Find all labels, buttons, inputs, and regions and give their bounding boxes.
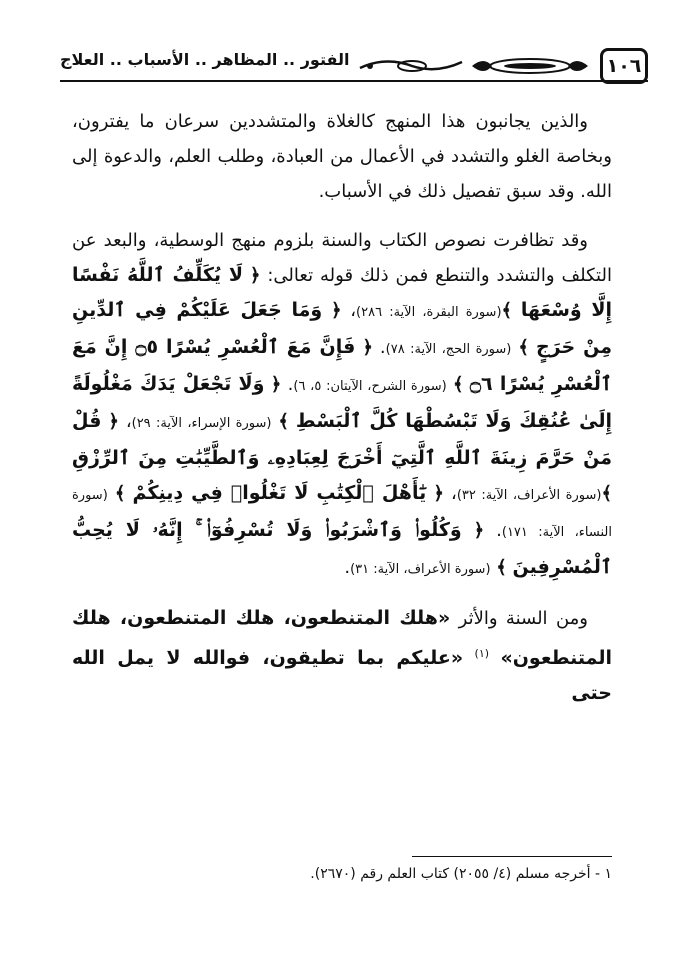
paragraph: وقد تظافرت نصوص الكتاب والسنة بلزوم منهج الوسطية، والبعد عن التكلف والتشدد والتنطع فمن ذلك قوله تعالى: ﴿ لَا يُكَلِّفُ ٱللَّهُ نَفْسًا إِلَّا وُسْعَهَا ﴾(سورة البقرة، الآية: ٢٨٦)، ﴿ وَمَا جَعَلَ عَلَيْكُمْ فِي ٱلدِّينِ مِنْ حَرَجٍ ﴾ (سورة الحج، الآية: ٧٨). ﴿ فَإِنَّ مَعَ ٱلْعُسْرِ يُسْرًا ۝٥ إِنَّ مَعَ ٱلْعُسْرِ يُسْرًا ۝٦ ﴾ (سورة الشرح، الآيتان: ٥، ٦). ﴿ وَلَا تَجْعَلْ يَدَكَ مَغْلُولَةً إِلَىٰ عُنُقِكَ وَلَا تَبْسُطْهَا كُلَّ ٱلْبَسْطِ ﴾ (سورة الإسراء، الآية: ٢٩)، ﴿ قُلْ مَنْ حَرَّمَ زِينَةَ ٱللَّهِ ٱلَّتِيٓ أَخْرَجَ لِعِبَادِهِۦ وَٱلطَّيِّبَٰتِ مِنَ ٱلرِّزْقِ ﴾(سورة الأعراف، الآية: ٣٢)، ﴿ يَٰٓأَهْلَ ٱلْكِتَٰبِ لَا تَغْلُوا۟ فِي دِينِكُمْ ﴾ (سورة النساء، الآية: ١٧١). ﴿ وَكُلُوا۟ وَٱشْرَبُوا۟ وَلَا تُسْرِفُوٓا۟ ۚ إِنَّهُۥ لَا يُحِبُّ ٱلْمُسْرِفِينَ ﴾ (سورة الأعراف، الآية: ٣١).: [72, 230, 613, 578]
decorative-ornament-icon: [470, 54, 590, 78]
quran-bracket-open: ﴿: [270, 374, 282, 395]
quran-bracket-open: ﴿: [433, 483, 444, 504]
header-rule: [60, 80, 648, 82]
verse-reference: (سورة الشرح، الآيتان: ٥، ٦): [293, 379, 447, 394]
verse-reference: (سورة النساء، الآية: ١٧١): [72, 488, 612, 540]
verse-reference: (سورة الحج، الآية: ٧٨): [385, 342, 512, 357]
quran-verse: وَلَا تَجْعَلْ يَدَكَ مَغْلُولَةً إِلَىٰ عُنُقِكَ وَلَا تَبْسُطْهَا كُلَّ ٱلْبَسْطِ: [72, 373, 613, 432]
running-title: الفتور .. المظاهر .. الأسباب .. العلاج: [60, 50, 350, 69]
quran-bracket-close: ﴾: [518, 337, 529, 358]
verse-reference: (سورة الإسراء، الآية: ٢٩): [131, 416, 272, 431]
paragraph-intro: وقد تظافرت نصوص الكتاب والسنة بلزوم منهج الوسطية، والبعد عن التكلف والتشدد والتنطع فمن ذلك قوله تعالى:: [72, 230, 612, 286]
quran-verse: لَا يُكَلِّفُ ٱللَّهُ نَفْسًا إِلَّا وُسْعَهَا: [72, 264, 613, 321]
paragraph-intro: ومن السنة والأثر: [458, 608, 588, 629]
quran-bracket-close: ﴾: [453, 374, 464, 395]
quran-verse: وَكُلُوا۟ وَٱشْرَبُوا۟ وَلَا تُسْرِفُوٓا۟ ۚ إِنَّهُۥ لَا يُحِبُّ ٱلْمُسْرِفِينَ: [72, 519, 612, 578]
quran-verse: فَإِنَّ مَعَ ٱلْعُسْرِ يُسْرًا ۝٥ إِنَّ مَعَ ٱلْعُسْرِ يُسْرًا ۝٦: [72, 336, 612, 395]
paragraph: [72, 601, 612, 711]
verse-reference: (سورة البقرة، الآية: ٢٨٦): [356, 305, 502, 320]
page-number: ١٠٦: [600, 48, 648, 84]
quran-bracket-close: ﴾: [114, 483, 126, 504]
quran-verse: قُلْ مَنْ حَرَّمَ زِينَةَ ٱللَّهِ ٱلَّتِيٓ أَخْرَجَ لِعِبَادِهِۦ وَٱلطَّيِّبَٰتِ مِنَ ٱلرِّزْقِ: [72, 410, 612, 469]
quran-bracket-open: ﴿: [330, 300, 342, 321]
quran-bracket-close: ﴾: [501, 300, 513, 321]
paragraph: والذين يجانبون هذا المنهج كالغلاة والمتشددين سرعان ما يفترون، وبخاصة الغلو والتشدد في الأعمال من العبادة، وطلب العلم، والدعوة إلى الله. وقد سبق تفصيل ذلك في الأسباب.: [72, 111, 612, 202]
hadith-quote: «عليكم بما تطيقون، فوالله لا يمل الله حتى: [72, 647, 612, 704]
footnote: ١ - أخرجه مسلم (٤/ ٢٠٥٥) كتاب العلم رقم (٢٦٧٠).: [310, 866, 612, 882]
quran-verse: وَمَا جَعَلَ عَلَيْكُمْ فِي ٱلدِّينِ مِنْ حَرَجٍ: [72, 299, 612, 358]
quran-bracket-open: ﴿: [473, 520, 485, 541]
verse-reference: (سورة الأعراف، الآية: ٣١): [350, 562, 491, 577]
hadith-quote: «هلك المتنطعون، هلك المتنطعون، هلك المتنطعون»: [72, 607, 612, 669]
verse-reference: (سورة الأعراف، الآية: ٣٢): [456, 488, 602, 503]
quran-bracket-close: ﴾: [601, 483, 612, 504]
footnote-marker: (١): [474, 647, 490, 660]
quran-bracket-open: ﴿: [249, 265, 261, 286]
quran-bracket-open: ﴿: [362, 337, 373, 358]
main-text: [72, 104, 612, 725]
quran-bracket-open: ﴿: [108, 411, 119, 432]
decorative-ornament-icon: [356, 54, 466, 78]
quran-bracket-close: ﴾: [278, 411, 289, 432]
quran-bracket-close: ﴾: [496, 557, 507, 578]
quran-verse: يَٰٓأَهْلَ ٱلْكِتَٰبِ لَا تَغْلُوا۟ فِي دِينِكُمْ: [132, 482, 427, 504]
page-header: [60, 48, 648, 88]
footnote-rule: [412, 856, 612, 857]
